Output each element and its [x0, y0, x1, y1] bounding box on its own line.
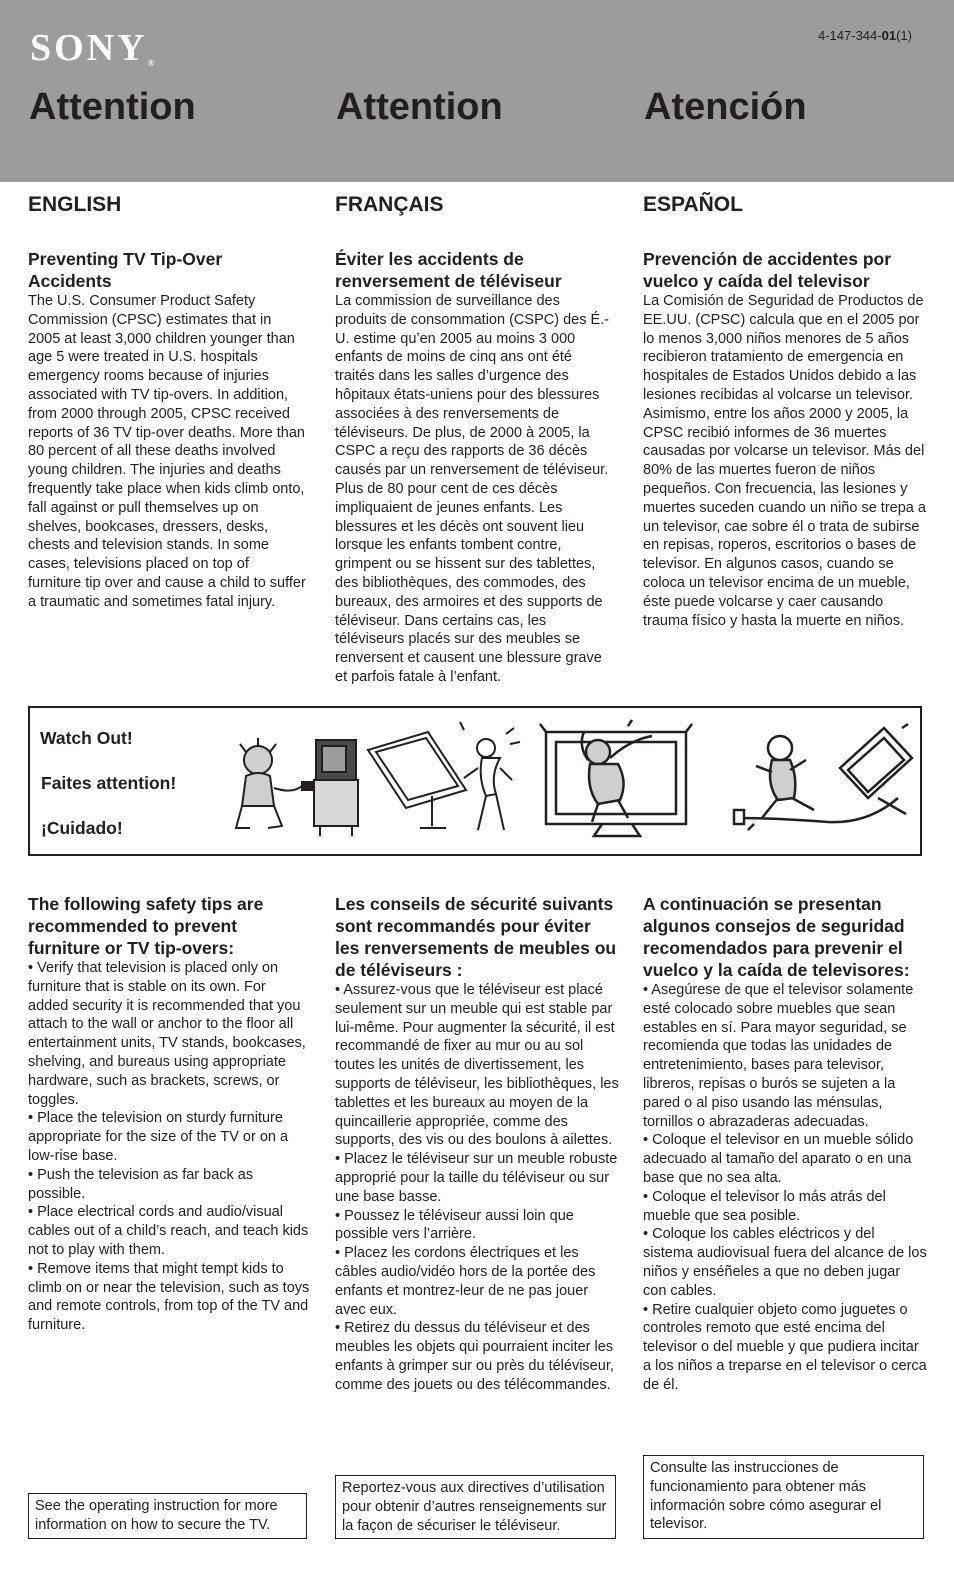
tip-item: • Coloque el televisor lo más atrás del mueble que sea posible. — [643, 1188, 886, 1224]
title-spanish: Atención — [644, 86, 807, 128]
tip-item: • Remove items that might tempt kids to climb on or near the television, such as toys and remote controls, from top of the TV and furniture. — [28, 1260, 310, 1334]
tip-item: • Place the television on sturdy furniture appropriate for the size of the TV or on a low-rise base. — [28, 1110, 289, 1164]
sony-logo: SONY® — [30, 27, 155, 69]
warning-box — [28, 706, 922, 856]
tips-title: Les conseils de sécurité suivants sont recommandés pour éviter les renversements de meubles ou de téléviseurs : — [335, 894, 617, 980]
tip-item: • Coloque los cables eléctricos y del sistema audiovisual fuera del alcance de los niños y enséñeles a que no deben jugar con cables. — [643, 1226, 927, 1299]
language-heading: ESPAÑOL — [643, 193, 743, 216]
french-note-box: Reportez-vous aux directives d’utilisation pour obtenir d’autres renseignements sur la façon de sécuriser le téléviseur. — [335, 1475, 616, 1539]
spanish-tips-section — [643, 893, 927, 1395]
header-banner — [0, 0, 954, 182]
title-english: Attention — [29, 86, 196, 128]
tips-title: A continuación se presentan algunos consejos de seguridad recomendados para prevenir el vuelco y la caída de televisores: — [643, 894, 910, 980]
tip-item: • Coloque el televisor en un mueble sólido adecuado al tamaño del aparato o en una base que no sea alta. — [643, 1132, 914, 1186]
tip-item: • Verify that television is placed only on furniture that is stable on its own. For added security it is recommended that you attach to the wall or anchor to the floor all entertainment units, TV stands, bookcases, shelving, and bureaus using appropriate hardware, such as brackets, screws, or toggles. — [28, 960, 306, 1108]
intro-paragraph: La Comisión de Seguridad de Productos de EE.UU. (CPSC) calcula que en el 2005 por lo menos 3,000 niños menores de 5 años recibieron tratamiento de emergencia en hospitales de Estados Unidos debido a las lesiones recibidas al volcarse un televisor. Asimismo, entre los años 2000 y 2005, la CPSC recibió informes de 36 muertes causadas por volcarse un televisor. Más del 80% de las muertes fueron de niños pequeños. Con frecuencia, las lesiones y muertes suceden cuando un niño se trepa a un televisor, cae sobre él o trata de subirse en repisas, roperos, escritorios o bases de televisor. En algunos casos, cuando se coloca un televisor encima de un mueble, éste puede volcarse y caer causando trauma físico y hasta la muerte en niños. — [643, 293, 926, 629]
tip-item: • Poussez le téléviseur aussi loin que possible vers l’arrière. — [335, 1207, 574, 1243]
tip-item: • Retire cualquier objeto como juguetes o controles remoto que esté encima del televisor o del mueble y que pudiera incitar a los niños a treparse en el televisor o cerca de él. — [643, 1301, 927, 1393]
language-heading: ENGLISH — [28, 193, 122, 216]
tip-item: • Retirez du dessus du téléviseur et des meubles les objets qui pourraient inciter les enfants à grimper sur ou près du téléviseur, comme des jouets ou des télécommandes. — [335, 1320, 614, 1393]
english-note-box: See the operating instruction for more information on how to secure the TV. — [28, 1493, 307, 1539]
warning-label-english: Watch Out! — [40, 728, 133, 748]
child-tripping-cord-illustration — [728, 718, 918, 844]
child-climbing-tv-illustration — [532, 718, 702, 844]
intro-paragraph: La commission de surveillance des produits de consommation (CSPC) des É.-U. estime qu’en 2005 au moins 3 000 enfants de moins de cinq ans ont été traités dans les salles d’urgence des hôpitaux états-uniens pour des blessures associées à des renversements de téléviseurs. De plus, de 2000 à 2005, la CSPC a reçu des rapports de 36 décès causés par un renversement de téléviseur. Plus de 80 pour cent de ces décès impliquaient de jeunes enfants. Les blessures et les décès ont souvent lieu lorsque les enfants tombent contre, grimpent ou se hissent sur des tablettes, des bibliothèques, des commodes, des bureaux, des armoires et des supports de téléviseur. Dans certains cas, les téléviseurs placés sur des meubles se renversent et causent une blessure grave et parfois fatale à l’enfant. — [335, 293, 609, 685]
child-playing-near-tv-illustration — [220, 718, 360, 844]
section-title: Éviter les accidents de renversement de téléviseur — [335, 249, 562, 291]
tips-title: The following safety tips are recommended to prevent furniture or TV tip-overs: — [28, 894, 264, 958]
section-title: Preventing TV Tip-Over Accidents — [28, 249, 223, 291]
warning-label-french: Faites attention! — [41, 773, 177, 793]
falling-tv-illustration — [360, 718, 530, 844]
french-tips-section — [335, 893, 619, 1395]
french-column — [335, 192, 613, 687]
document-code: 4-147-344-01(1) — [818, 28, 912, 43]
spanish-note-box: Consulte las instrucciones de funcionamiento para obtener más información sobre cómo asegurar el televisor. — [643, 1455, 924, 1539]
tip-item: • Place electrical cords and audio/visual cables out of a child’s reach, and teach kids not to play with them. — [28, 1204, 309, 1258]
tip-item: • Placez le téléviseur sur un meuble robuste approprié pour la taille du téléviseur ou sur une base basse. — [335, 1151, 618, 1205]
tip-item: • Push the television as far back as possible. — [28, 1166, 254, 1202]
english-tips-section — [28, 893, 310, 1335]
intro-paragraph: The U.S. Consumer Product Safety Commission (CPSC) estimates that in 2005 at least 3,000 children younger than age 5 were treated in U.S. hospitals emergency rooms because of injuries associated with TV tip-overs. In addition, from 2000 through 2005, CPSC received reports of 36 TV tip-over deaths. More than 80 percent of all these deaths involved young children. The injuries and deaths frequently take place when kids climb onto, fall against or pull themselves up on shelves, bookcases, dressers, desks, chests and television stands. In some cases, televisions placed on top of furniture tip over and cause a child to suffer a traumatic and sometimes fatal injury. — [28, 293, 306, 610]
warning-label-spanish: ¡Cuidado! — [41, 818, 123, 838]
tip-item: • Placez les cordons électriques et les câbles audio/vidéo hors de la portée des enfants et montrez-leur de ne pas jouer avec eux. — [335, 1245, 596, 1318]
tip-item: • Assurez-vous que le téléviseur est placé seulement sur un meuble qui est stable par lui-même. Pour augmenter la sécurité, il est recommandé de fixer au mur ou au sol toutes les unités de divertissement, les supports de téléviseur, les bibliothèques, les tablettes et les bureaux au moyen de la quincaillerie appropriée, comme des supports, des vis ou des boulons à ailettes. — [335, 982, 619, 1149]
spanish-column — [643, 192, 927, 630]
language-heading: FRANÇAIS — [335, 193, 444, 216]
tip-item: • Asegúrese de que el televisor solamente esté colocado sobre muebles que sean estables en sí. Para mayor seguridad, se recomienda que todas las unidades de entretenimiento, bases para televisor, libreros, repisas o burós se sujeten a la pared o al piso usando las ménsulas, tornillos o abrazaderas adecuadas. — [643, 982, 914, 1130]
title-french: Attention — [336, 86, 503, 128]
english-column — [28, 192, 306, 612]
section-title: Prevención de accidentes por vuelco y caída del televisor — [643, 249, 892, 291]
